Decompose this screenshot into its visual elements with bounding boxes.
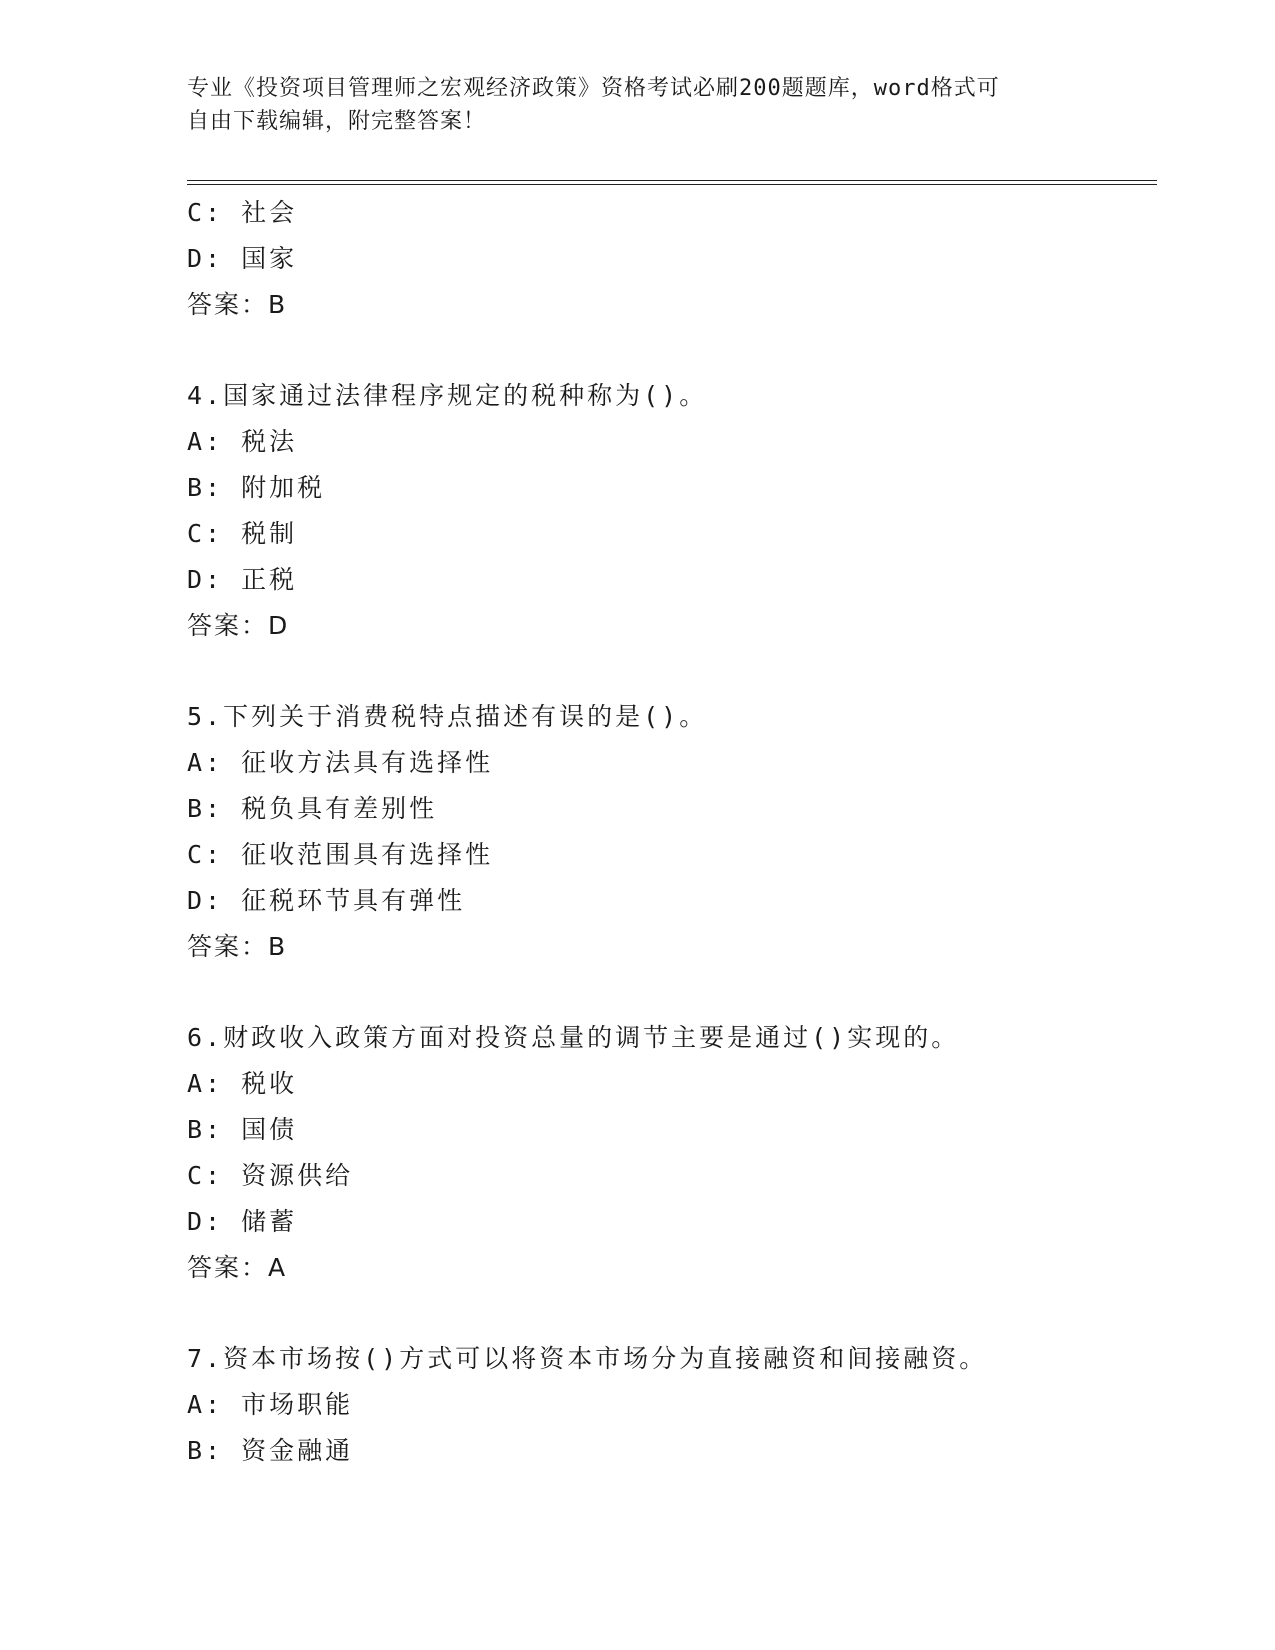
header-divider-top <box>187 180 1157 181</box>
question-block-3 <box>187 190 1157 328</box>
question-text: 6.财政收入政策方面对投资总量的调节主要是通过()实现的。 <box>187 1023 960 1052</box>
option-d: D: 储蓄 <box>187 1207 298 1236</box>
question-text: 5.下列关于消费税特点描述有误的是()。 <box>187 702 708 731</box>
option-c: C: 资源供给 <box>187 1161 354 1190</box>
option-c: C: 社会 <box>187 198 298 227</box>
option-d: D: 国家 <box>187 244 298 273</box>
option-d: D: 征税环节具有弹性 <box>187 886 466 915</box>
question-block-4 <box>187 373 1157 649</box>
question-list <box>187 190 1157 1474</box>
option-c: C: 征收范围具有选择性 <box>187 840 494 869</box>
option-a: A: 税收 <box>187 1069 298 1098</box>
option-b: B: 资金融通 <box>187 1436 354 1465</box>
option-a: A: 税法 <box>187 427 298 456</box>
question-block-7 <box>187 1336 1157 1474</box>
option-b: B: 国债 <box>187 1115 298 1144</box>
question-text: 4.国家通过法律程序规定的税种称为()。 <box>187 381 708 410</box>
option-b: B: 附加税 <box>187 473 326 502</box>
document-header <box>187 72 1067 138</box>
answer-line: 答案：B <box>187 932 288 961</box>
header-divider-bottom <box>187 184 1157 185</box>
question-block-6 <box>187 1015 1157 1291</box>
question-block-5 <box>187 694 1157 970</box>
option-a: A: 市场职能 <box>187 1390 354 1419</box>
option-a: A: 征收方法具有选择性 <box>187 748 494 777</box>
option-b: B: 税负具有差别性 <box>187 794 438 823</box>
answer-line: 答案：D <box>187 611 290 640</box>
option-d: D: 正税 <box>187 565 298 594</box>
header-line-1: 专业《投资项目管理师之宏观经济政策》资格考试必刷200题题库，word格式可 <box>187 76 1000 101</box>
answer-line: 答案：B <box>187 290 288 319</box>
question-text: 7.资本市场按()方式可以将资本市场分为直接融资和间接融资。 <box>187 1344 988 1373</box>
header-line-2: 自由下载编辑，附完整答案！ <box>187 109 487 134</box>
answer-line: 答案：A <box>187 1253 288 1282</box>
option-c: C: 税制 <box>187 519 298 548</box>
